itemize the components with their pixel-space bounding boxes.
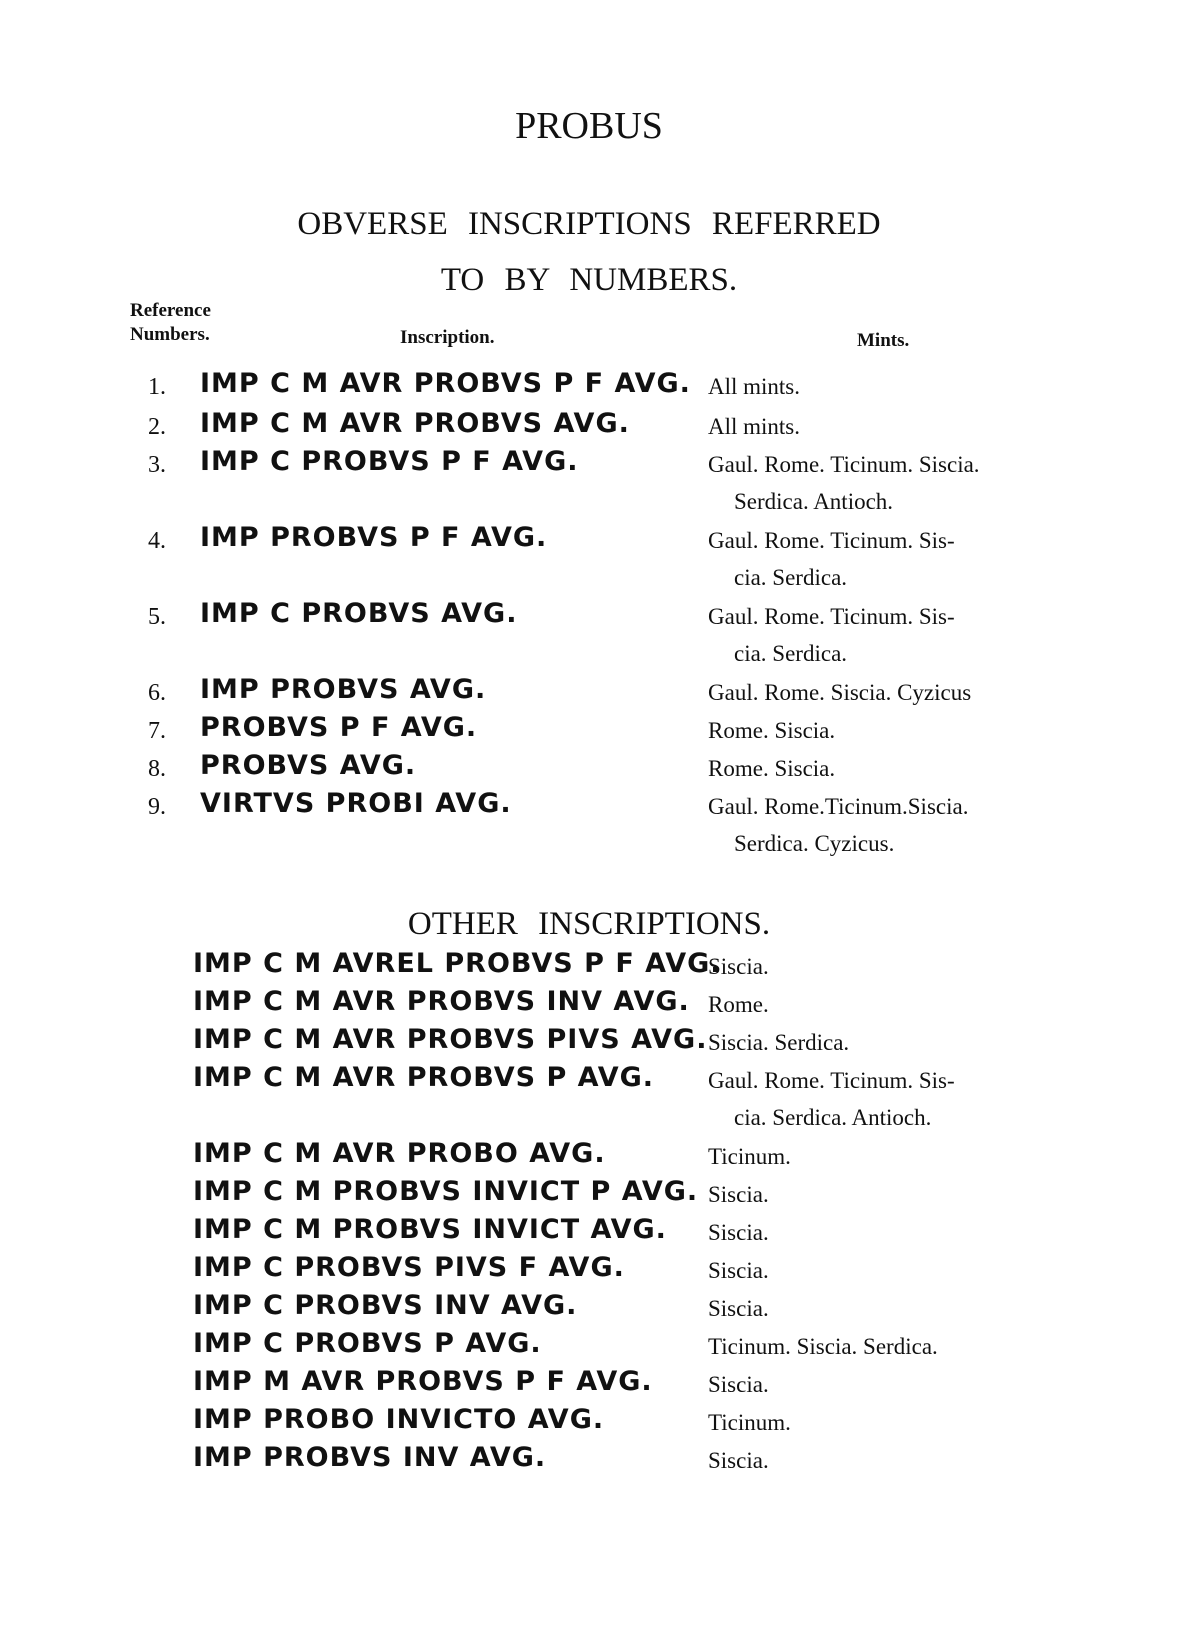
mints-cell: [708, 446, 980, 520]
column-header-inscription: Inscription.: [400, 327, 495, 348]
mints-text: Gaul. Rome. Siscia. Cyzicus: [708, 680, 972, 705]
mints-cell: [708, 1062, 955, 1136]
mints-text: All mints.: [708, 374, 801, 399]
inscription-text: IMP C M AVR PROBO AVG.: [193, 1138, 606, 1169]
mints-continuation: cia. Serdica.: [734, 641, 848, 666]
mints-text: Siscia.: [708, 1182, 769, 1207]
mints-cell: [708, 1328, 938, 1365]
inscription-text: PROBVS AVG.: [200, 750, 417, 781]
mints-text: Gaul. Rome. Ticinum. Sis-: [708, 528, 955, 553]
obverse-heading: OBVERSE INSCRIPTIONS REFERRED: [297, 206, 881, 242]
mints-cell: [708, 1024, 849, 1061]
reference-number: 5.: [148, 604, 166, 630]
mints-text: Ticinum.: [708, 1144, 791, 1169]
mints-cell: [708, 1442, 769, 1479]
inscription-text: IMP C M PROBVS INVICT P AVG.: [193, 1176, 699, 1207]
mints-text: Ticinum. Siscia. Serdica.: [708, 1334, 938, 1359]
inscription-text: IMP PROBVS AVG.: [200, 674, 487, 705]
obverse-heading-continued: TO BY NUMBERS.: [440, 262, 738, 298]
mints-text: Ticinum.: [708, 1410, 791, 1435]
mints-text: Gaul. Rome. Ticinum. Sis-: [708, 604, 955, 629]
mints-cell: [708, 1214, 769, 1251]
mints-text: Rome. Siscia.: [708, 718, 836, 743]
mints-cell: [708, 522, 955, 596]
mints-cell: [708, 712, 835, 749]
inscription-text: PROBVS P F AVG.: [200, 712, 478, 743]
inscription-text: IMP C M AVR PROBVS P F AVG.: [200, 368, 691, 399]
mints-text: Siscia.: [708, 1220, 769, 1245]
inscription-text: IMP C M AVR PROBVS AVG.: [200, 408, 630, 439]
inscription-text: IMP C M PROBVS INVICT AVG.: [193, 1214, 667, 1245]
mints-text: Siscia.: [708, 1372, 769, 1397]
column-header-reference: Reference: [130, 300, 211, 321]
inscription-text: VIRTVS PROBI AVG.: [200, 788, 512, 819]
mints-cell: [708, 948, 769, 985]
reference-number: 4.: [148, 528, 166, 554]
mints-cell: [708, 368, 800, 405]
mints-continuation: Serdica. Antioch.: [734, 489, 894, 514]
inscription-text: IMP C PROBVS P AVG.: [193, 1328, 542, 1359]
mints-text: Rome.: [708, 992, 769, 1017]
mints-cell: [708, 1176, 769, 1213]
mints-continuation: cia. Serdica. Antioch.: [734, 1105, 932, 1130]
column-header-numbers: Numbers.: [130, 324, 210, 345]
mints-continuation: cia. Serdica.: [734, 565, 848, 590]
mints-cell: [708, 1252, 769, 1289]
mints-cell: [708, 986, 769, 1023]
inscription-text: IMP PROBVS INV AVG.: [193, 1442, 547, 1473]
inscription-text: IMP C PROBVS PIVS F AVG.: [193, 1252, 625, 1283]
mints-cell: [708, 788, 968, 862]
reference-number: 1.: [148, 374, 166, 400]
reference-number: 7.: [148, 718, 166, 744]
mints-text: Siscia.: [708, 1296, 769, 1321]
reference-number: 2.: [148, 414, 166, 440]
mints-text: Gaul. Rome. Ticinum. Sis-: [708, 1068, 955, 1093]
mints-cell: [708, 1290, 769, 1327]
mints-continuation: Serdica. Cyzicus.: [734, 831, 895, 856]
reference-number: 9.: [148, 794, 166, 820]
mints-cell: [708, 1404, 791, 1441]
mints-cell: [708, 408, 800, 445]
mints-cell: [708, 1138, 791, 1175]
reference-number: 6.: [148, 680, 166, 706]
inscription-text: IMP C M AVR PROBVS INV AVG.: [193, 986, 690, 1017]
column-header-mints: Mints.: [857, 330, 910, 351]
mints-text: Siscia. Serdica.: [708, 1030, 850, 1055]
inscription-text: IMP C PROBVS AVG.: [200, 598, 518, 629]
inscription-text: IMP C PROBVS P F AVG.: [200, 446, 579, 477]
mints-text: Gaul. Rome.Ticinum.Siscia.: [708, 794, 969, 819]
reference-number: 8.: [148, 756, 166, 782]
inscription-text: IMP PROBO INVICTO AVG.: [193, 1404, 605, 1435]
reference-number: 3.: [148, 452, 166, 478]
inscription-text: IMP C PROBVS INV AVG.: [193, 1290, 578, 1321]
inscription-text: IMP C M AVR PROBVS PIVS AVG.: [193, 1024, 708, 1055]
mints-text: Gaul. Rome. Ticinum. Siscia.: [708, 452, 980, 477]
mints-cell: [708, 674, 971, 711]
mints-text: Siscia.: [708, 1258, 769, 1283]
mints-text: Rome. Siscia.: [708, 756, 836, 781]
mints-text: All mints.: [708, 414, 801, 439]
mints-text: Siscia.: [708, 1448, 769, 1473]
inscription-text: IMP PROBVS P F AVG.: [200, 522, 548, 553]
mints-cell: [708, 598, 955, 672]
mints-text: Siscia.: [708, 954, 769, 979]
inscription-text: IMP M AVR PROBVS P F AVG.: [193, 1366, 653, 1397]
other-inscriptions-heading: OTHER INSCRIPTIONS.: [407, 906, 771, 942]
mints-cell: [708, 750, 835, 787]
page-title: PROBUS: [515, 105, 663, 147]
inscription-text: IMP C M AVR PROBVS P AVG.: [193, 1062, 655, 1093]
inscription-text: IMP C M AVREL PROBVS P F AVG.: [193, 948, 722, 979]
mints-cell: [708, 1366, 769, 1403]
